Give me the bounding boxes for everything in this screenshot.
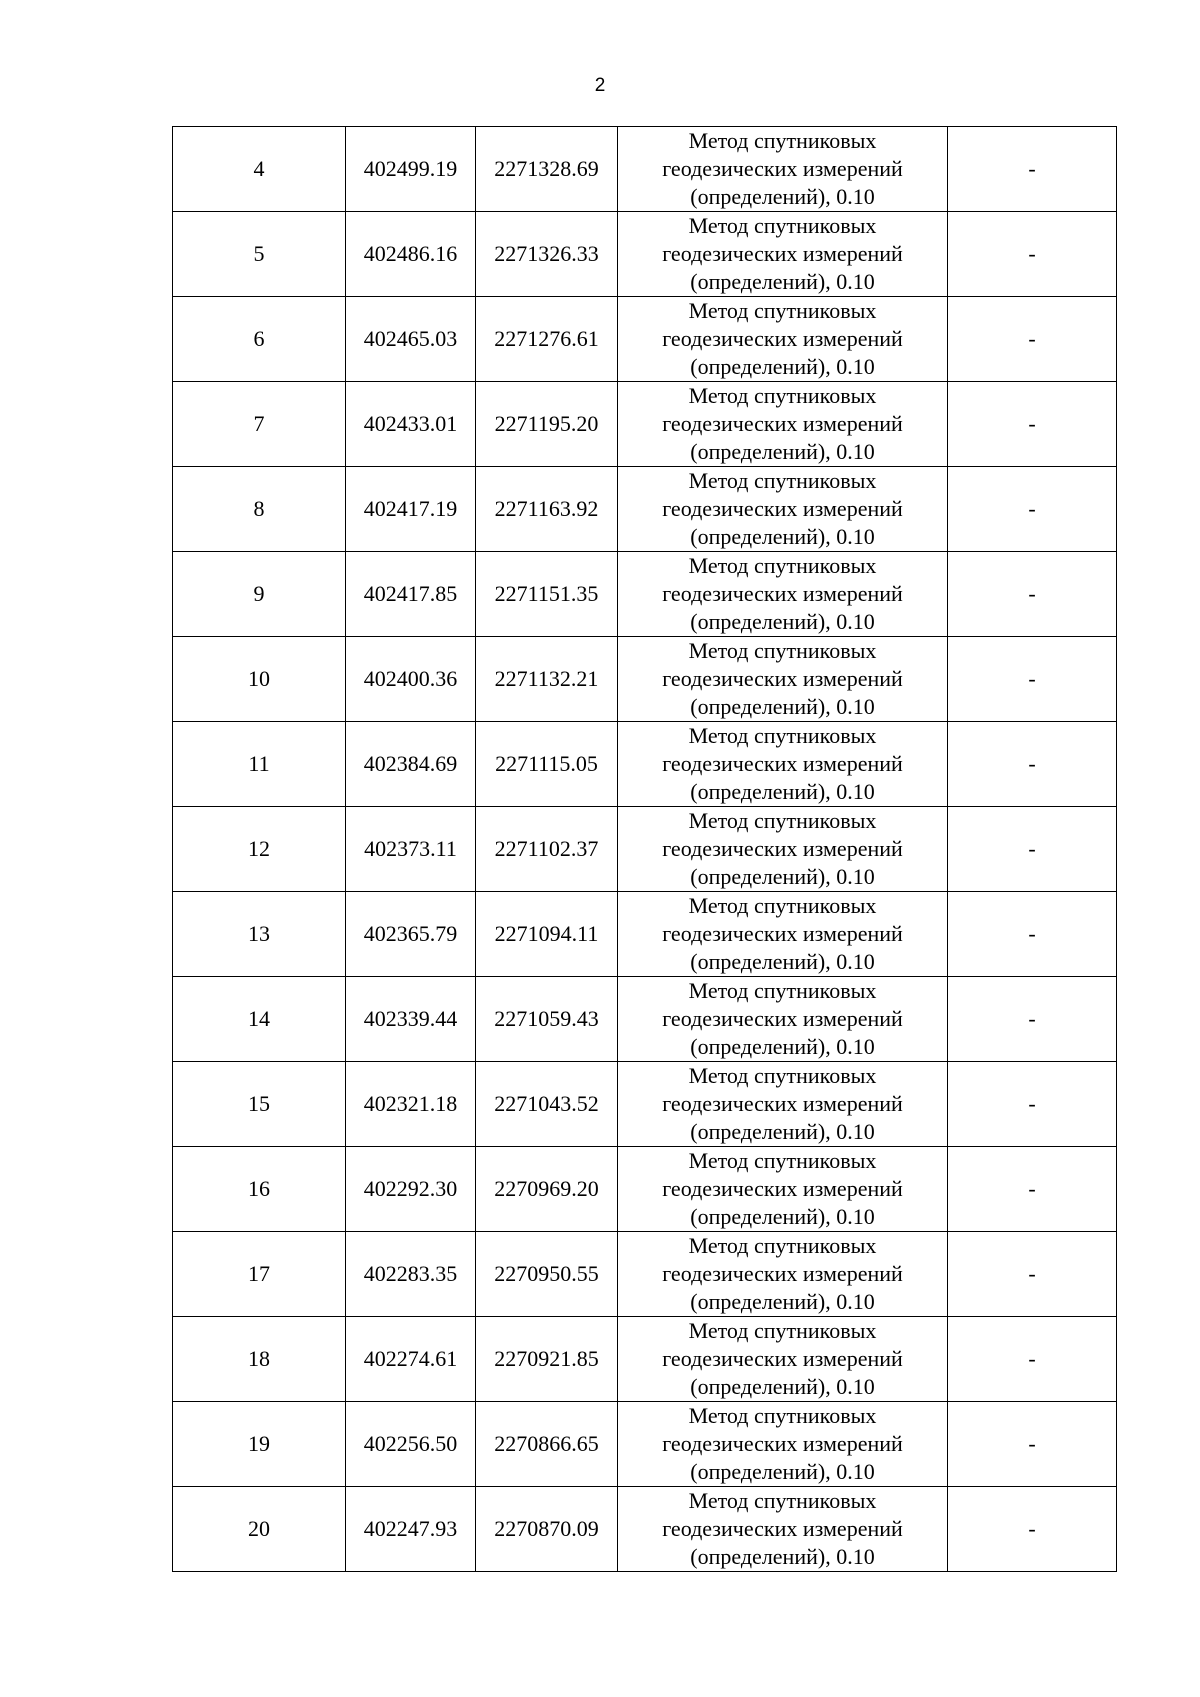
x-coordinate-cell: 402274.61 xyxy=(346,1317,476,1402)
y-coordinate-cell: 2270921.85 xyxy=(476,1317,618,1402)
method-line: (определений), 0.10 xyxy=(690,1119,875,1144)
note-cell: - xyxy=(948,1317,1117,1402)
coordinates-table-body xyxy=(173,127,1117,1572)
method-accuracy-cell xyxy=(618,1487,948,1572)
note-cell: - xyxy=(948,892,1117,977)
method-line: Метод спутниковых xyxy=(688,638,877,663)
point-number-cell: 17 xyxy=(173,1232,346,1317)
point-number-cell: 10 xyxy=(173,637,346,722)
table-row xyxy=(173,892,1117,977)
method-accuracy-cell xyxy=(618,722,948,807)
method-line: (определений), 0.10 xyxy=(690,354,875,379)
x-coordinate-cell: 402486.16 xyxy=(346,212,476,297)
method-line: геодезических измерений xyxy=(662,1091,903,1116)
y-coordinate-cell: 2271151.35 xyxy=(476,552,618,637)
x-coordinate-cell: 402283.35 xyxy=(346,1232,476,1317)
table-row xyxy=(173,1402,1117,1487)
point-number-cell: 14 xyxy=(173,977,346,1062)
note-cell: - xyxy=(948,722,1117,807)
method-line: геодезических измерений xyxy=(662,156,903,181)
method-line: Метод спутниковых xyxy=(688,893,877,918)
method-line: Метод спутниковых xyxy=(688,128,877,153)
y-coordinate-cell: 2271132.21 xyxy=(476,637,618,722)
point-number-cell: 12 xyxy=(173,807,346,892)
method-line: геодезических измерений xyxy=(662,666,903,691)
table-row xyxy=(173,1487,1117,1572)
note-cell: - xyxy=(948,1147,1117,1232)
method-line: геодезических измерений xyxy=(662,1516,903,1541)
x-coordinate-cell: 402400.36 xyxy=(346,637,476,722)
method-accuracy-cell xyxy=(618,552,948,637)
method-line: геодезических измерений xyxy=(662,921,903,946)
method-line: геодезических измерений xyxy=(662,836,903,861)
method-line: Метод спутниковых xyxy=(688,808,877,833)
method-line: (определений), 0.10 xyxy=(690,1034,875,1059)
method-line: (определений), 0.10 xyxy=(690,609,875,634)
y-coordinate-cell: 2271059.43 xyxy=(476,977,618,1062)
x-coordinate-cell: 402256.50 xyxy=(346,1402,476,1487)
note-cell: - xyxy=(948,382,1117,467)
page-number: 2 xyxy=(594,75,606,96)
table-row xyxy=(173,1147,1117,1232)
method-accuracy-cell xyxy=(618,212,948,297)
method-line: (определений), 0.10 xyxy=(690,439,875,464)
table-row xyxy=(173,722,1117,807)
method-line: геодезических измерений xyxy=(662,1431,903,1456)
y-coordinate-cell: 2270866.65 xyxy=(476,1402,618,1487)
y-coordinate-cell: 2271043.52 xyxy=(476,1062,618,1147)
point-number-cell: 18 xyxy=(173,1317,346,1402)
method-accuracy-cell xyxy=(618,1147,948,1232)
method-line: Метод спутниковых xyxy=(688,1318,877,1343)
method-line: геодезических измерений xyxy=(662,1261,903,1286)
method-line: геодезических измерений xyxy=(662,751,903,776)
method-line: геодезических измерений xyxy=(662,1176,903,1201)
note-cell: - xyxy=(948,297,1117,382)
y-coordinate-cell: 2271115.05 xyxy=(476,722,618,807)
table-row xyxy=(173,1317,1117,1402)
method-line: (определений), 0.10 xyxy=(690,269,875,294)
note-cell: - xyxy=(948,1487,1117,1572)
table-row xyxy=(173,212,1117,297)
y-coordinate-cell: 2271328.69 xyxy=(476,127,618,212)
method-line: (определений), 0.10 xyxy=(690,864,875,889)
x-coordinate-cell: 402417.85 xyxy=(346,552,476,637)
y-coordinate-cell: 2270969.20 xyxy=(476,1147,618,1232)
table-row xyxy=(173,807,1117,892)
method-accuracy-cell xyxy=(618,977,948,1062)
method-accuracy-cell xyxy=(618,1317,948,1402)
point-number-cell: 13 xyxy=(173,892,346,977)
method-line: Метод спутниковых xyxy=(688,723,877,748)
table-row xyxy=(173,127,1117,212)
y-coordinate-cell: 2270870.09 xyxy=(476,1487,618,1572)
method-line: Метод спутниковых xyxy=(688,383,877,408)
method-line: (определений), 0.10 xyxy=(690,184,875,209)
note-cell: - xyxy=(948,1402,1117,1487)
x-coordinate-cell: 402339.44 xyxy=(346,977,476,1062)
method-accuracy-cell xyxy=(618,467,948,552)
method-line: геодезических измерений xyxy=(662,496,903,521)
method-line: геодезических измерений xyxy=(662,411,903,436)
x-coordinate-cell: 402433.01 xyxy=(346,382,476,467)
point-number-cell: 15 xyxy=(173,1062,346,1147)
method-line: (определений), 0.10 xyxy=(690,779,875,804)
point-number-cell: 16 xyxy=(173,1147,346,1232)
y-coordinate-cell: 2271102.37 xyxy=(476,807,618,892)
point-number-cell: 8 xyxy=(173,467,346,552)
method-line: Метод спутниковых xyxy=(688,1488,877,1513)
method-line: геодезических измерений xyxy=(662,1006,903,1031)
note-cell: - xyxy=(948,1232,1117,1317)
method-accuracy-cell xyxy=(618,807,948,892)
y-coordinate-cell: 2271163.92 xyxy=(476,467,618,552)
method-line: Метод спутниковых xyxy=(688,298,877,323)
x-coordinate-cell: 402384.69 xyxy=(346,722,476,807)
method-accuracy-cell xyxy=(618,1062,948,1147)
method-line: (определений), 0.10 xyxy=(690,524,875,549)
x-coordinate-cell: 402373.11 xyxy=(346,807,476,892)
method-line: (определений), 0.10 xyxy=(690,694,875,719)
x-coordinate-cell: 402417.19 xyxy=(346,467,476,552)
table-row xyxy=(173,297,1117,382)
point-number-cell: 11 xyxy=(173,722,346,807)
point-number-cell: 19 xyxy=(173,1402,346,1487)
point-number-cell: 6 xyxy=(173,297,346,382)
note-cell: - xyxy=(948,467,1117,552)
point-number-cell: 7 xyxy=(173,382,346,467)
note-cell: - xyxy=(948,212,1117,297)
point-number-cell: 20 xyxy=(173,1487,346,1572)
method-accuracy-cell xyxy=(618,1232,948,1317)
table-row xyxy=(173,552,1117,637)
method-line: геодезических измерений xyxy=(662,241,903,266)
table-row xyxy=(173,1232,1117,1317)
y-coordinate-cell: 2271276.61 xyxy=(476,297,618,382)
method-line: геодезических измерений xyxy=(662,1346,903,1371)
point-number-cell: 4 xyxy=(173,127,346,212)
note-cell: - xyxy=(948,637,1117,722)
method-line: Метод спутниковых xyxy=(688,553,877,578)
x-coordinate-cell: 402321.18 xyxy=(346,1062,476,1147)
y-coordinate-cell: 2270950.55 xyxy=(476,1232,618,1317)
method-line: (определений), 0.10 xyxy=(690,1459,875,1484)
table-row xyxy=(173,1062,1117,1147)
method-accuracy-cell xyxy=(618,382,948,467)
method-line: Метод спутниковых xyxy=(688,1403,877,1428)
method-accuracy-cell xyxy=(618,637,948,722)
method-line: геодезических измерений xyxy=(662,326,903,351)
table-row xyxy=(173,467,1117,552)
point-number-cell: 5 xyxy=(173,212,346,297)
method-line: (определений), 0.10 xyxy=(690,1374,875,1399)
method-line: Метод спутниковых xyxy=(688,978,877,1003)
x-coordinate-cell: 402247.93 xyxy=(346,1487,476,1572)
method-accuracy-cell xyxy=(618,1402,948,1487)
x-coordinate-cell: 402499.19 xyxy=(346,127,476,212)
method-line: Метод спутниковых xyxy=(688,1233,877,1258)
note-cell: - xyxy=(948,807,1117,892)
note-cell: - xyxy=(948,1062,1117,1147)
method-line: (определений), 0.10 xyxy=(690,1289,875,1314)
note-cell: - xyxy=(948,552,1117,637)
y-coordinate-cell: 2271094.11 xyxy=(476,892,618,977)
method-accuracy-cell xyxy=(618,297,948,382)
x-coordinate-cell: 402365.79 xyxy=(346,892,476,977)
y-coordinate-cell: 2271326.33 xyxy=(476,212,618,297)
method-line: (определений), 0.10 xyxy=(690,949,875,974)
table-row xyxy=(173,637,1117,722)
y-coordinate-cell: 2271195.20 xyxy=(476,382,618,467)
method-line: Метод спутниковых xyxy=(688,213,877,238)
point-number-cell: 9 xyxy=(173,552,346,637)
method-accuracy-cell xyxy=(618,892,948,977)
method-line: Метод спутниковых xyxy=(688,1148,877,1173)
x-coordinate-cell: 402465.03 xyxy=(346,297,476,382)
method-accuracy-cell xyxy=(618,127,948,212)
x-coordinate-cell: 402292.30 xyxy=(346,1147,476,1232)
table-row xyxy=(173,977,1117,1062)
coordinates-table xyxy=(172,126,1117,1572)
method-line: Метод спутниковых xyxy=(688,1063,877,1088)
method-line: геодезических измерений xyxy=(662,581,903,606)
table-row xyxy=(173,382,1117,467)
note-cell: - xyxy=(948,127,1117,212)
method-line: (определений), 0.10 xyxy=(690,1204,875,1229)
method-line: Метод спутниковых xyxy=(688,468,877,493)
note-cell: - xyxy=(948,977,1117,1062)
method-line: (определений), 0.10 xyxy=(690,1544,875,1569)
